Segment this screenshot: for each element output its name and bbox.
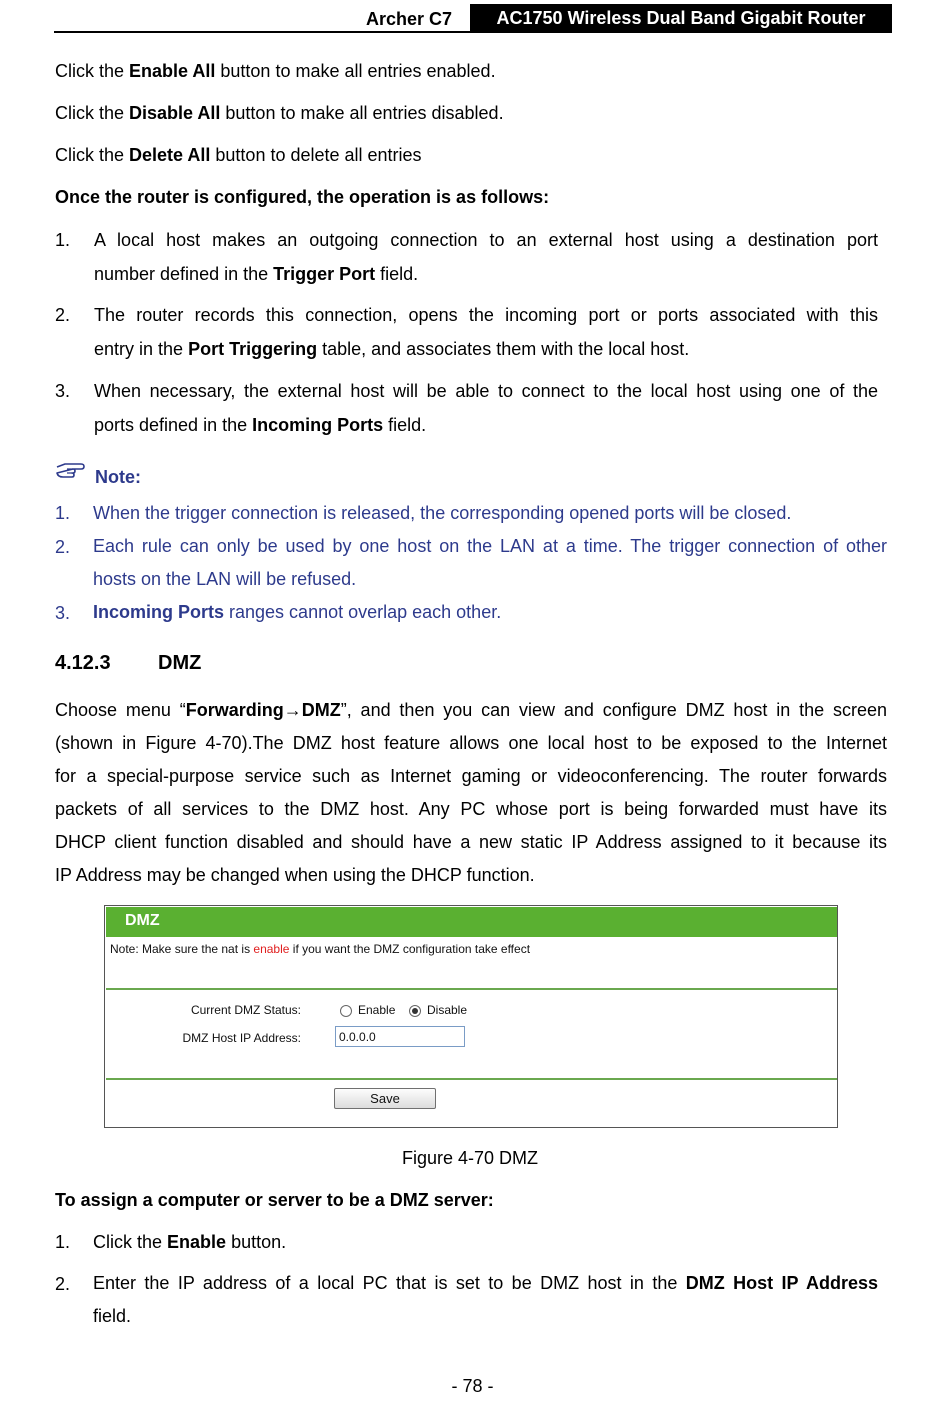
dmz-figure <box>104 905 838 1128</box>
enable-radio-label[interactable]: Enable <box>358 1003 396 1017</box>
note-label: Note: <box>95 467 141 487</box>
note-3-number: 3. <box>55 603 71 623</box>
figure-caption: Figure 4-70 DMZ <box>401 1148 539 1168</box>
disable-radio-label[interactable]: Disable <box>427 1003 468 1017</box>
header-model: Archer C7 <box>366 9 453 29</box>
step-3-number: 3. <box>55 381 71 401</box>
header-rule <box>54 31 892 33</box>
intro-line-delete-all: Click the Delete All button to delete all entries <box>55 145 422 165</box>
header-product: AC1750 Wireless Dual Band Gigabit Router <box>470 4 892 33</box>
divider-bottom <box>106 1078 837 1080</box>
divider-top <box>106 988 837 990</box>
step-3-text: When necessary, the external host will be able to connect to the local host using one of the ports defined in the Incoming Ports field. <box>94 381 878 435</box>
intro-line-enable-all: Click the Enable All button to make all entries enabled. <box>55 61 496 81</box>
step-2-number: 2. <box>55 305 71 325</box>
pointing-hand-icon <box>55 459 85 479</box>
step-2-text: The router records this connection, opens the incoming port or ports associated with this entry in the Port Triggering table, and associates them with the local host. <box>94 305 878 359</box>
nat-note: Note: Make sure the nat is enable if you want the DMZ configuration take effect <box>110 942 531 956</box>
save-button[interactable]: Save <box>334 1088 436 1109</box>
note-3-text: Incoming Ports ranges cannot overlap each other. <box>93 602 502 622</box>
disable-radio[interactable] <box>409 1005 421 1017</box>
note-1-text: When the trigger connection is released, the corresponding opened ports will be closed. <box>93 503 792 523</box>
enable-radio[interactable] <box>340 1005 352 1017</box>
dmz-host-ip-input[interactable]: 0.0.0.0 <box>335 1026 465 1047</box>
note-2-text: Each rule can only be used by one host on the LAN at a time. The trigger connection of other hosts on the LAN will be refused. <box>93 536 887 589</box>
step-1-text: A local host makes an outgoing connection to an external host using a destination port number defined in the Trigger Port field. <box>94 230 878 284</box>
assign-step-1-number: 1. <box>55 1232 71 1252</box>
section-title: DMZ <box>158 652 202 674</box>
operation-heading: Once the router is configured, the operation is as follows: <box>55 187 550 207</box>
assign-step-2-number: 2. <box>55 1274 71 1294</box>
note-1-number: 1. <box>55 503 71 523</box>
intro-line-disable-all: Click the Disable All button to make all entries disabled. <box>55 103 504 123</box>
dmz-title-bar: DMZ <box>106 907 837 937</box>
assign-step-1-text: Click the Enable button. <box>93 1232 287 1252</box>
assign-step-2-text: Enter the IP address of a local PC that is set to be DMZ host in the DMZ Host IP Address field. <box>93 1273 879 1326</box>
note-2-number: 2. <box>55 537 71 557</box>
assign-heading: To assign a computer or server to be a DMZ server: <box>55 1190 494 1210</box>
step-1-number: 1. <box>55 230 71 250</box>
page-number: - 78 - <box>451 1376 494 1396</box>
dmz-host-ip-label: DMZ Host IP Address: <box>182 1031 301 1045</box>
dmz-status-label: Current DMZ Status: <box>190 1003 301 1017</box>
dmz-description: Choose menu “Forwarding→DMZ”, and then you can view and configure DMZ host in the screen (shown in Figure 4-70).The DMZ host feature allows one local host to be exposed to the Internet for a special-purpose service such as Internet gaming or videoconferencing. The router forwards packets of all services to the DMZ host. Any PC whose port is being forwarded must have its DHCP client function disabled and should have a new static IP Address assigned to it because its IP Address may be changed when using the DHCP function. <box>55 700 887 885</box>
section-number: 4.12.3 <box>55 652 111 674</box>
